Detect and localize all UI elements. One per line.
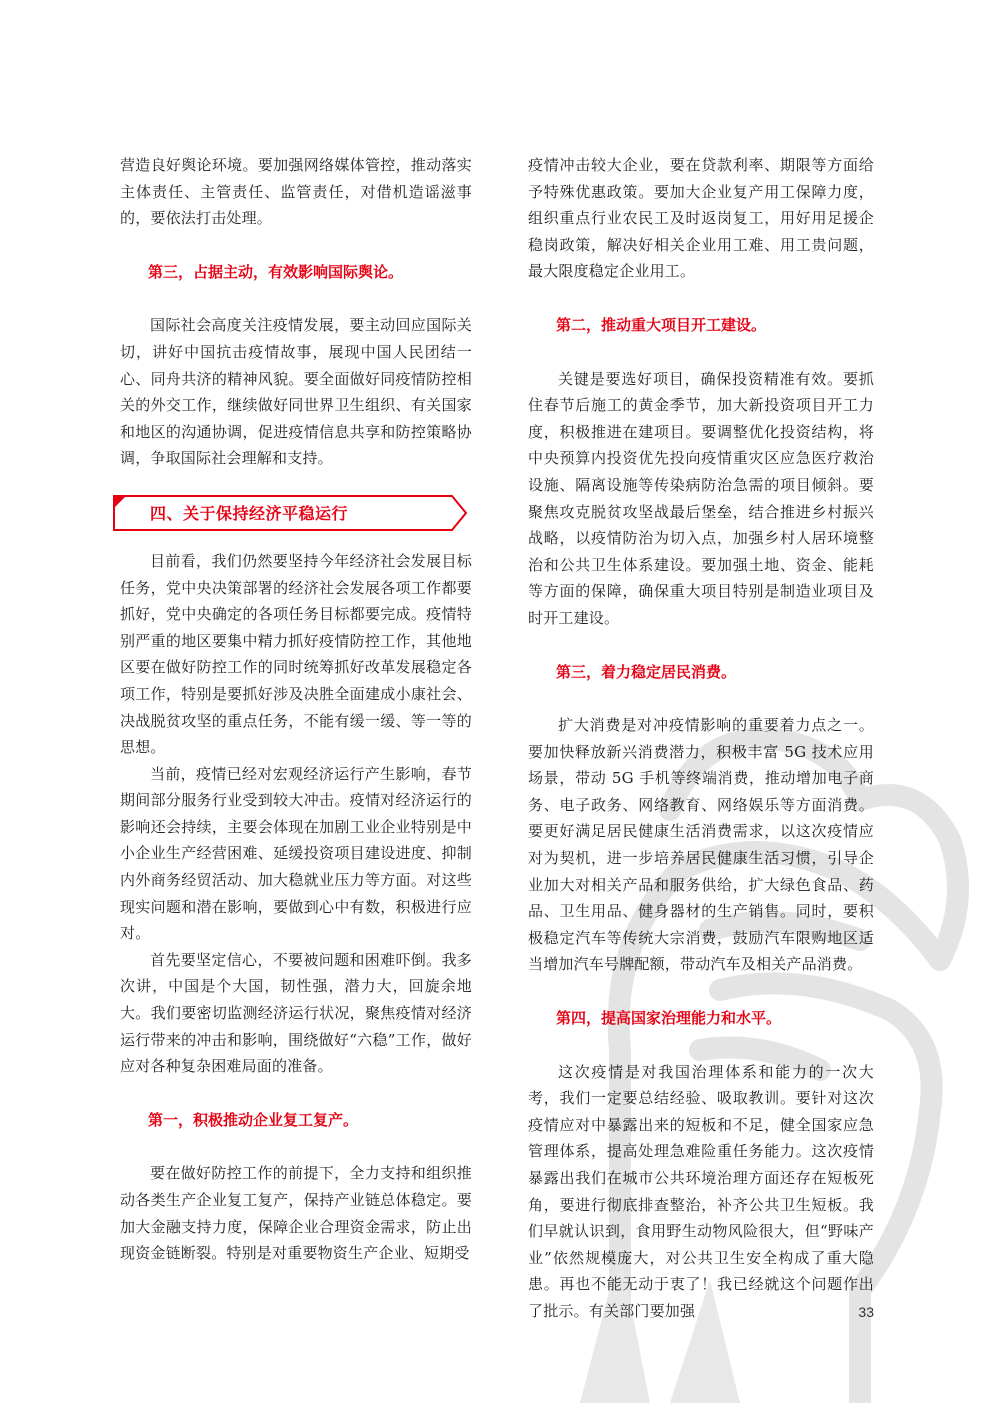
paragraph: 国际社会高度关注疫情发展，要主动回应国际关切，讲好中国抗击疫情故事，展现中国人民团结一心、同舟共济的精神风貌。要全面做好同疫情防控相关的外交工作，继续做好同世界卫生组织、有关国家和地区的沟通协调，促进疫情信息共享和防控策略协调，争取国际社会理解和支持。 (120, 316, 472, 468)
subheading: 第二，推动重大项目开工建设。 (556, 315, 767, 334)
page-number: 33 (858, 1304, 874, 1320)
paragraph: 首先要坚定信心，不要被问题和困难吓倒。我多次讲，中国是个大国，韧性强，潜力大，回旋余地大。我们要密切监测经济运行状况，聚焦疫情对经济运行带来的冲击和影响，围绕做好“六稳”工作，做好应对各种复杂困难局面的准备。 (120, 950, 472, 1076)
paragraph: 营造良好舆论环境。要加强网络媒体管控，推动落实主体责任、主管责任、监管责任，对借机造谣滋事的，要依法打击处理。 (120, 156, 472, 228)
section-title: 四、关于保持经济平稳运行 (150, 503, 349, 523)
subheading: 第一，积极推动企业复工复产。 (148, 1110, 359, 1129)
subheading: 第三，着力稳定居民消费。 (556, 662, 737, 681)
paragraph: 要在做好防控工作的前提下，全力支持和组织推动各类生产企业复工复产，保持产业链总体稳定。要加大金融支持力度，保障企业合理资金需求，防止出现资金链断裂。特别是对重要物资生产企业、短期受 (120, 1164, 472, 1263)
paragraph: 关键是要选好项目，确保投资精准有效。要抓住春节后施工的黄金季节，加大新投资项目开工力度，积极推进在建项目。要调整优化投资结构，将中央预算内投资优先投向疫情重灾区应急医疗救治设施、隔离设施等传染病防治急需的项目倾斜。要聚焦攻克脱贫攻坚战最后堡垒，结合推进乡村振兴战略，以疫情防治为切入点，加强乡村人居环境整治和公共卫生体系建设。要加强土地、资金、能耗等方面的保障，确保重大项目特别是制造业项目及时开工建设。 (528, 369, 874, 627)
paragraph: 扩大消费是对冲疫情影响的重要着力点之一。要加快释放新兴消费潜力，积极丰富 5G 技术应用场景，带动 5G 手机等终端消费，推动增加电子商务、电子政务、网络教育、网络娱乐等方面消费。要更好满足居民健康生活消费需求，以这次疫情应对为契机，进一步培养居民健康生活习惯，引导企业加大对相关产品和服务供给，扩大绿色食品、药品、卫生用品、健身器材的生产销售。同时，要积极稳定汽车等传统大宗消费，鼓励汽车限购地区适当增加汽车号牌配额，带动汽车及相关产品消费。 (528, 716, 874, 974)
paragraph: 这次疫情是对我国治理体系和能力的一次大考，我们一定要总结经验、吸取教训。要针对这次疫情应对中暴露出来的短板和不足，健全国家应急管理体系，提高处理急难险重任务能力。这次疫情暴露出我们在城市公共环境治理方面还存在短板死角，要进行彻底排查整治，补齐公共卫生短板。我们早就认识到，食用野生动物风险很大，但“野味产业”依然规模庞大，对公共卫生安全构成了重大隐患。再也不能无动于衷了！我已经就这个问题作出了批示。有关部门要加强 (528, 1062, 874, 1320)
left-column (120, 152, 472, 1267)
paragraph: 当前，疫情已经对宏观经济运行产生影响，春节期间部分服务行业受到较大冲击。疫情对经济运行的影响还会持续，主要会体现在加剧工业企业特别是中小企业生产经营困难、延缓投资项目建设进度、抑制内外商务经贸活动、加大稳就业压力等方面。对这些现实问题和潜在影响，要做到心中有数，积极进行应对。 (120, 764, 472, 943)
section-header (112, 492, 470, 534)
paragraph: 目前看，我们仍然要坚持今年经济社会发展目标任务，党中央决策部署的经济社会发展各项工作都要抓好，党中央确定的各项任务目标都要完成。疫情特别严重的地区要集中精力抓好疫情防控工作，其他地区要在做好防控工作的同时统筹抓好改革发展稳定各项工作，特别是要抓好涉及决胜全面建成小康社会、决战脱贫攻坚的重点任务，不能有缓一缓、等一等的思想。 (120, 551, 472, 757)
paragraph: 疫情冲击较大企业，要在贷款利率、期限等方面给予特殊优惠政策。要加大企业复产用工保障力度，组织重点行业农民工及时返岗复工，用好用足援企稳岗政策，解决好相关企业用工难、用工贵问题，最大限度稳定企业用工。 (528, 156, 874, 281)
subheading: 第三，占据主动，有效影响国际舆论。 (148, 262, 404, 281)
subheading: 第四，提高国家治理能力和水平。 (556, 1009, 782, 1028)
right-column (528, 152, 874, 1325)
